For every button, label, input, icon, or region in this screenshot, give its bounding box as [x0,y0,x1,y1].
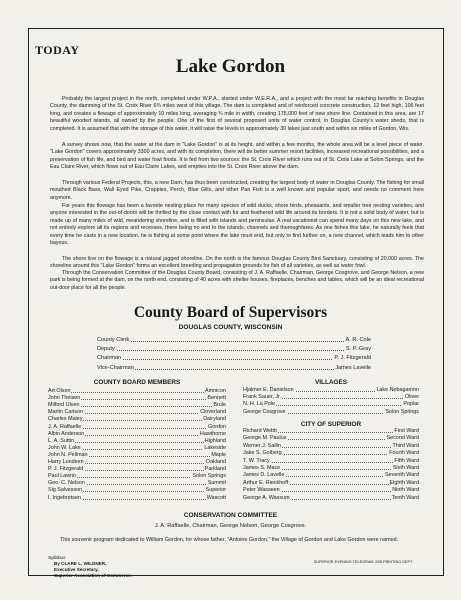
member-name: Paul Lawrin [48,473,77,480]
ward-row [243,487,419,494]
member-place: Hawthorne [199,430,226,437]
ward-name: T. W. Tracy [243,457,270,464]
member-place: Oakland [205,459,226,465]
paragraph-5: The shore line on the flowage is a natural jagged shoreline. On the north is the famous Douglas County Bird Sanctuary, consisting of 20,000 acres. The shoreline around this "Lake Gordon" forms an excellent breeding and propagation grounds for fish of all varieties, as well as water fowl. [50,256,424,270]
board-title: County Board of Supervisors [133,304,328,321]
member-name: John N. Pellman [48,451,88,458]
ward-name: Richard Webb [243,428,278,434]
member-row [48,452,226,459]
officer-name: James Lavelle [335,365,371,371]
member-place: Wascott [206,494,226,501]
member-row [48,424,226,431]
ward-place: Ninth Ward [392,487,419,494]
village-place: Poplar [403,401,419,408]
village-name: George Cosgrove [243,408,286,415]
member-row [48,395,226,402]
ward-row [243,495,419,502]
ward-place: Third Ward [392,442,419,449]
member-name: I. Ingebretsen [48,494,81,501]
member-place: Amnicon [205,388,226,394]
member-row [48,466,226,473]
signature-author: By CLARE L. WILDNER, [54,561,107,566]
officer-row [96,365,372,374]
member-name: Harry Lundeen [48,459,84,465]
ward-name: George A. Wassum [243,494,290,501]
member-place: Gordon [208,423,226,430]
member-place: Bennett [207,395,226,402]
officer-name: P. J. Fitzgerald [334,355,371,361]
village-name: Frank Sauer, Jr. [243,394,282,401]
village-place: Lake Nebagamon [376,387,419,393]
member-place: Superior [205,487,226,494]
ward-name: Peter Wasseen [243,487,280,494]
member-name: Martin Carlson [48,409,84,416]
ward-place: Eighth Ward [389,479,419,486]
ward-row [243,465,419,472]
villages-heading: VILLAGES [315,379,347,386]
signature-block [48,555,132,579]
ward-name: James S. Mace [243,465,281,471]
ward-row [243,443,419,450]
member-place: Brule [213,402,226,409]
signature-title: Executive Secretary, [54,567,99,572]
member-row [48,495,226,502]
member-name: Sig Salvesson [48,487,83,494]
member-name: Art Olson [48,388,71,394]
member-place: Parkland [204,466,226,473]
member-row [48,402,226,409]
board-subtitle: DOUGLAS COUNTY, WISCONSIN [178,324,283,331]
officer-row [96,355,372,364]
member-row [48,438,226,445]
page-title: Lake Gordon [175,56,286,77]
member-name: Charles Maley [48,416,83,423]
ward-place: First Ward [394,428,419,434]
committee-members: J. A. Raffaelle, Chairman, George Nelson, George Cosgrove. [154,523,307,529]
signature-syllabus: Syllabus [48,555,66,560]
member-row [48,480,226,487]
member-name: Milford Ulven [48,402,80,409]
member-row [48,445,226,452]
member-name: John W. Lake [48,444,81,451]
paragraph-4: For years this flowage has been a favorite nesting place for many species of wild ducks, shore birds, pheasants, and smaller tree nesting varieties, and anyone interested in the out-of-doors will be thrilled by the close contact with fur and feathered wild life around its borders. It is not a solid body of water, but is made up of many miles of wild, meandering shoreline, and is filled with islands and peninsulas. A real vacationist can spend many days on this new lake, and not entirely explore all its regions and recesses, there being no end to the islands, channels and thoroughfares. As one fishes this lake, he naturally feels that every time he casts in a new location, he is fishing at some point where the lake must end, but only to find further on, a new channel, which leads him to other bayous. [50,203,424,247]
member-place: Highland [204,437,226,444]
ward-name: James D. Lavelle [243,472,285,479]
ward-name: Werner J. Sallin [243,442,281,449]
officer-label: County Clerk [97,337,130,343]
village-place: Oliver [404,394,419,401]
ward-row [243,428,419,435]
member-name: Albin Anderson [48,430,85,437]
member-place: Cloverland [200,409,226,416]
members-heading: COUNTY BOARD MEMBERS [93,379,181,386]
paragraph-6: Through the Conservation Committee of the Douglas County Board, consisting of J. A. Raffaelle, Chairman, George Cosgrove, and George Nelson, a new park is being formed at the dam, on the north end, consisting of 40 acres with shelter houses, fireplaces, benches and tables, which will be an ideal recreational out-door place for all the people. [50,270,424,291]
member-row [48,409,226,416]
ward-place: Second Ward [386,435,419,442]
paragraph-3: Through various Federal Projects, this, a new Dam, has thus been constructed, creating the largest body of water in Douglas County. The fishing for small mouthed Black Bass, Wall Eyed Pike, Crappies, Perch, Blue Gills, and other Pan Fish is a well known and popular sport, and needs no comment here anymore. [50,180,424,201]
member-name: L. A. Suttin [48,437,75,444]
village-name: N. H. La Pole [243,401,276,408]
signature-org: Superior Association of Commerce. [54,573,132,578]
officer-row [96,337,372,346]
ward-place: Fifth Ward [394,457,419,464]
officer-name: A. R. Cole [345,337,371,343]
member-place: Lakeside [204,444,226,451]
leader-dots [48,392,226,393]
member-place: Summit [207,480,226,487]
officer-name: S. P. Gray [345,346,371,352]
ward-name: George M. Paulus [243,435,287,442]
ward-place: Seventh Ward [385,472,419,479]
committee-heading: CONSERVATION COMMITTEE [183,512,278,519]
ward-place: Fourth Ward [389,450,419,457]
member-row [48,388,226,395]
village-place: Solon Springs [385,408,419,415]
village-row [243,387,419,394]
member-name: P. J. Fitzgerald [48,466,84,473]
village-name: Hjalmer E. Danielson [243,387,294,393]
ward-row [243,458,419,465]
member-row [48,431,226,438]
city-heading: CITY OF SUPERIOR [300,421,362,428]
village-row [243,409,419,416]
ward-row [243,450,419,457]
officer-row [96,346,372,355]
souvenir-dedication: This souvenir program dedicated to William Gordon, for whose father, "Antoine Gordon," the Village of Gordon and Lake Gordon were named. [60,537,399,543]
today-label: TODAY [35,43,80,57]
member-place: Maple [211,451,226,458]
paragraph-2: A survey shows now, that the water at the dam in "Lake Gordon" is at its height, and within a few months, the whole area will be a level piece of water. "Lake Gordon" covers approximately 3300 acres, and with its completion, there will be better summer resort facilities, increased recreational possibilities, and a preservation of fish life, and bird and water fowl foods. It is fed from two sources: the St. Croix River which runs out of St. Croix Lake at Solon Springs, and the Eau Claire River, which flows out of Eau Claire Lakes, and empties into the St. Croix River above the dam. [50,142,424,171]
member-row [48,459,226,466]
officer-label: Deputy [97,346,115,352]
village-row [243,394,419,401]
member-place: Solon Springs [192,473,226,480]
ward-place: Sixth Ward [392,465,419,471]
ward-row [243,472,419,479]
ward-row [243,435,419,442]
member-row [48,416,226,423]
ward-row [243,480,419,487]
member-row [48,473,226,480]
member-name: John Theisen [48,395,81,402]
ward-name: Jake S. Golberg [243,450,282,457]
village-row [243,401,419,408]
member-name: Geo. C. Nelson [48,480,85,487]
officer-label: Vice-Chairman [97,365,134,371]
ward-place: Tenth Ward [391,494,419,501]
paragraph-1: Probably the largest project in the north, completed under W.P.A., started under W.E.R.A., and a project with the most far reaching benefits in Douglas County, the damming of the St. Croix River 6¾ miles west of this village. The dam is completed and of reinforced concrete construction, 12 feet high, 106 feet long, and creates a flowage of approximately 10 miles long, averaging ¾ mile in width, creating 175,000 feet of new shore line. Contained in this area, are 17 beautiful wooded islands, all owned by the people. One of the first of several proposed units of water control, in Douglas County's water sheds, that is completed. It is assumed that with the storage of this water, it will raise the levels in approximately 30 lakes just south and within six miles of Gordon, Wis. [50,96,424,132]
officer-label: Chairman [97,355,122,361]
member-row [48,487,226,494]
printer-credit: SUPERIOR EVENING TELEGRAM JOB PRINTING DEPT. [313,560,413,564]
member-place: Dairyland [203,416,226,423]
member-name: J. A. Raffaelle [48,423,82,430]
ward-name: Arthur E. Rieckhoff [243,479,289,486]
